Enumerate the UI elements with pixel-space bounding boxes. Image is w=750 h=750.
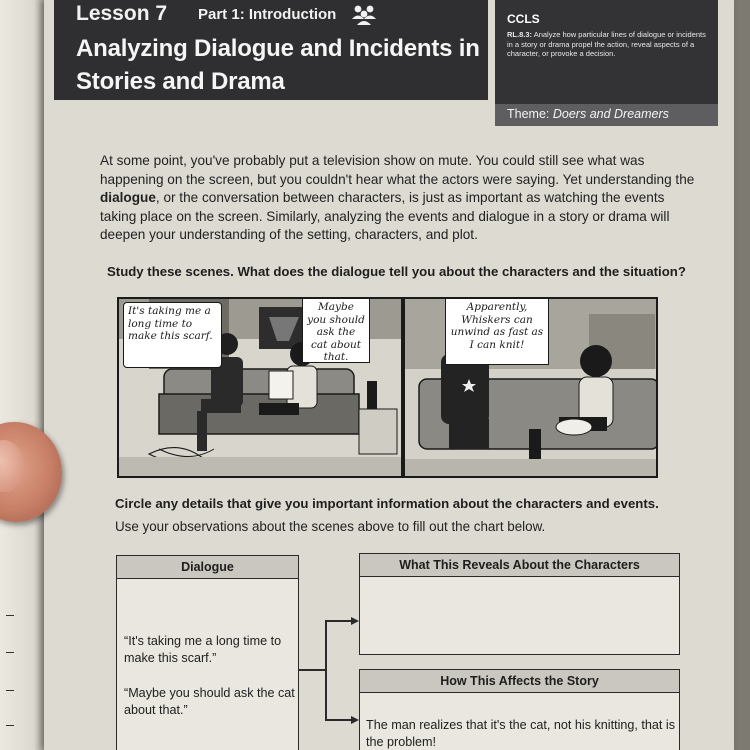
- reveals-box: [359, 553, 680, 655]
- intro-paragraph: [100, 152, 700, 245]
- panel-divider: [401, 299, 405, 478]
- dialogue-column: [116, 555, 299, 750]
- circle-instruction: Circle any details that give you important information about the characters and events.: [115, 496, 659, 511]
- adjacent-page-edge: [0, 0, 48, 750]
- standard-code: RL.8.3:: [507, 30, 533, 39]
- arrow-right-icon: [351, 617, 359, 625]
- connector-line: [325, 620, 353, 622]
- thumbnail: [0, 440, 24, 492]
- speech-bubble: Apparently, Whiskers can unwind as fast as I can knit!: [445, 299, 549, 365]
- connector-line: [299, 669, 325, 671]
- margin-mark: [6, 652, 14, 653]
- speech-bubble: Maybe you should ask the cat about that.: [302, 299, 370, 363]
- standard-description: [507, 30, 713, 59]
- part-title: Part 1: Introduction: [198, 6, 337, 23]
- theme-bar: [495, 104, 718, 126]
- connector-line: [325, 620, 327, 720]
- study-instruction: Study these scenes. What does the dialogue tell you about the characters and the situation?: [107, 264, 686, 279]
- dialogue-quote: “It's taking me a long time to make this scarf.”: [124, 634, 282, 665]
- dialogue-header: Dialogue: [117, 556, 298, 579]
- speech-bubble: It's taking me a long time to make this scarf.: [123, 302, 222, 368]
- dialogue-quote: “Maybe you should ask the cat about that.”: [124, 686, 295, 717]
- margin-mark: [6, 615, 14, 616]
- lesson-header: [54, 0, 488, 100]
- theme-label: Theme:: [507, 107, 550, 121]
- lesson-number: Lesson 7: [76, 2, 168, 25]
- people-icon: [349, 4, 379, 26]
- ccls-label: CCLS: [507, 12, 540, 26]
- standard-text: Analyze how particular lines of dialogue or incidents in a story or drama propel the action, reveal aspects of a character, or provoke a decision.: [507, 30, 706, 58]
- lesson-title: Analyzing Dialogue and Incidents in Stories and Drama: [76, 35, 480, 95]
- margin-mark: [6, 725, 14, 726]
- workbook-page: [44, 0, 734, 750]
- intro-keyword: dialogue: [100, 190, 156, 206]
- comic-strip: [117, 297, 658, 478]
- intro-text: At some point, you've probably put a television show on mute. You could still see what was happening on the screen, but you couldn't hear what the actors were saying. Yet understanding the: [100, 153, 695, 187]
- arrow-right-icon: [351, 716, 359, 724]
- margin-mark: [6, 690, 14, 691]
- affects-answer: The man realizes that it's the cat, not his knitting, that is the problem!: [366, 718, 676, 749]
- connector-line: [325, 719, 353, 721]
- intro-text: , or the conversation between characters, is just as important as watching the events taking place on the screen. Similarly, analyzing the events and dialogue in a story or drama will deepen your understanding of the setting, characters, and plot.: [100, 190, 670, 243]
- chart-instruction: Use your observations about the scenes above to fill out the chart below.: [115, 519, 546, 534]
- affects-header: How This Affects the Story: [360, 670, 679, 693]
- standards-box: [495, 0, 718, 104]
- affects-box: [359, 669, 680, 750]
- reveals-header: What This Reveals About the Characters: [360, 554, 679, 577]
- theme-name: Doers and Dreamers: [552, 107, 669, 121]
